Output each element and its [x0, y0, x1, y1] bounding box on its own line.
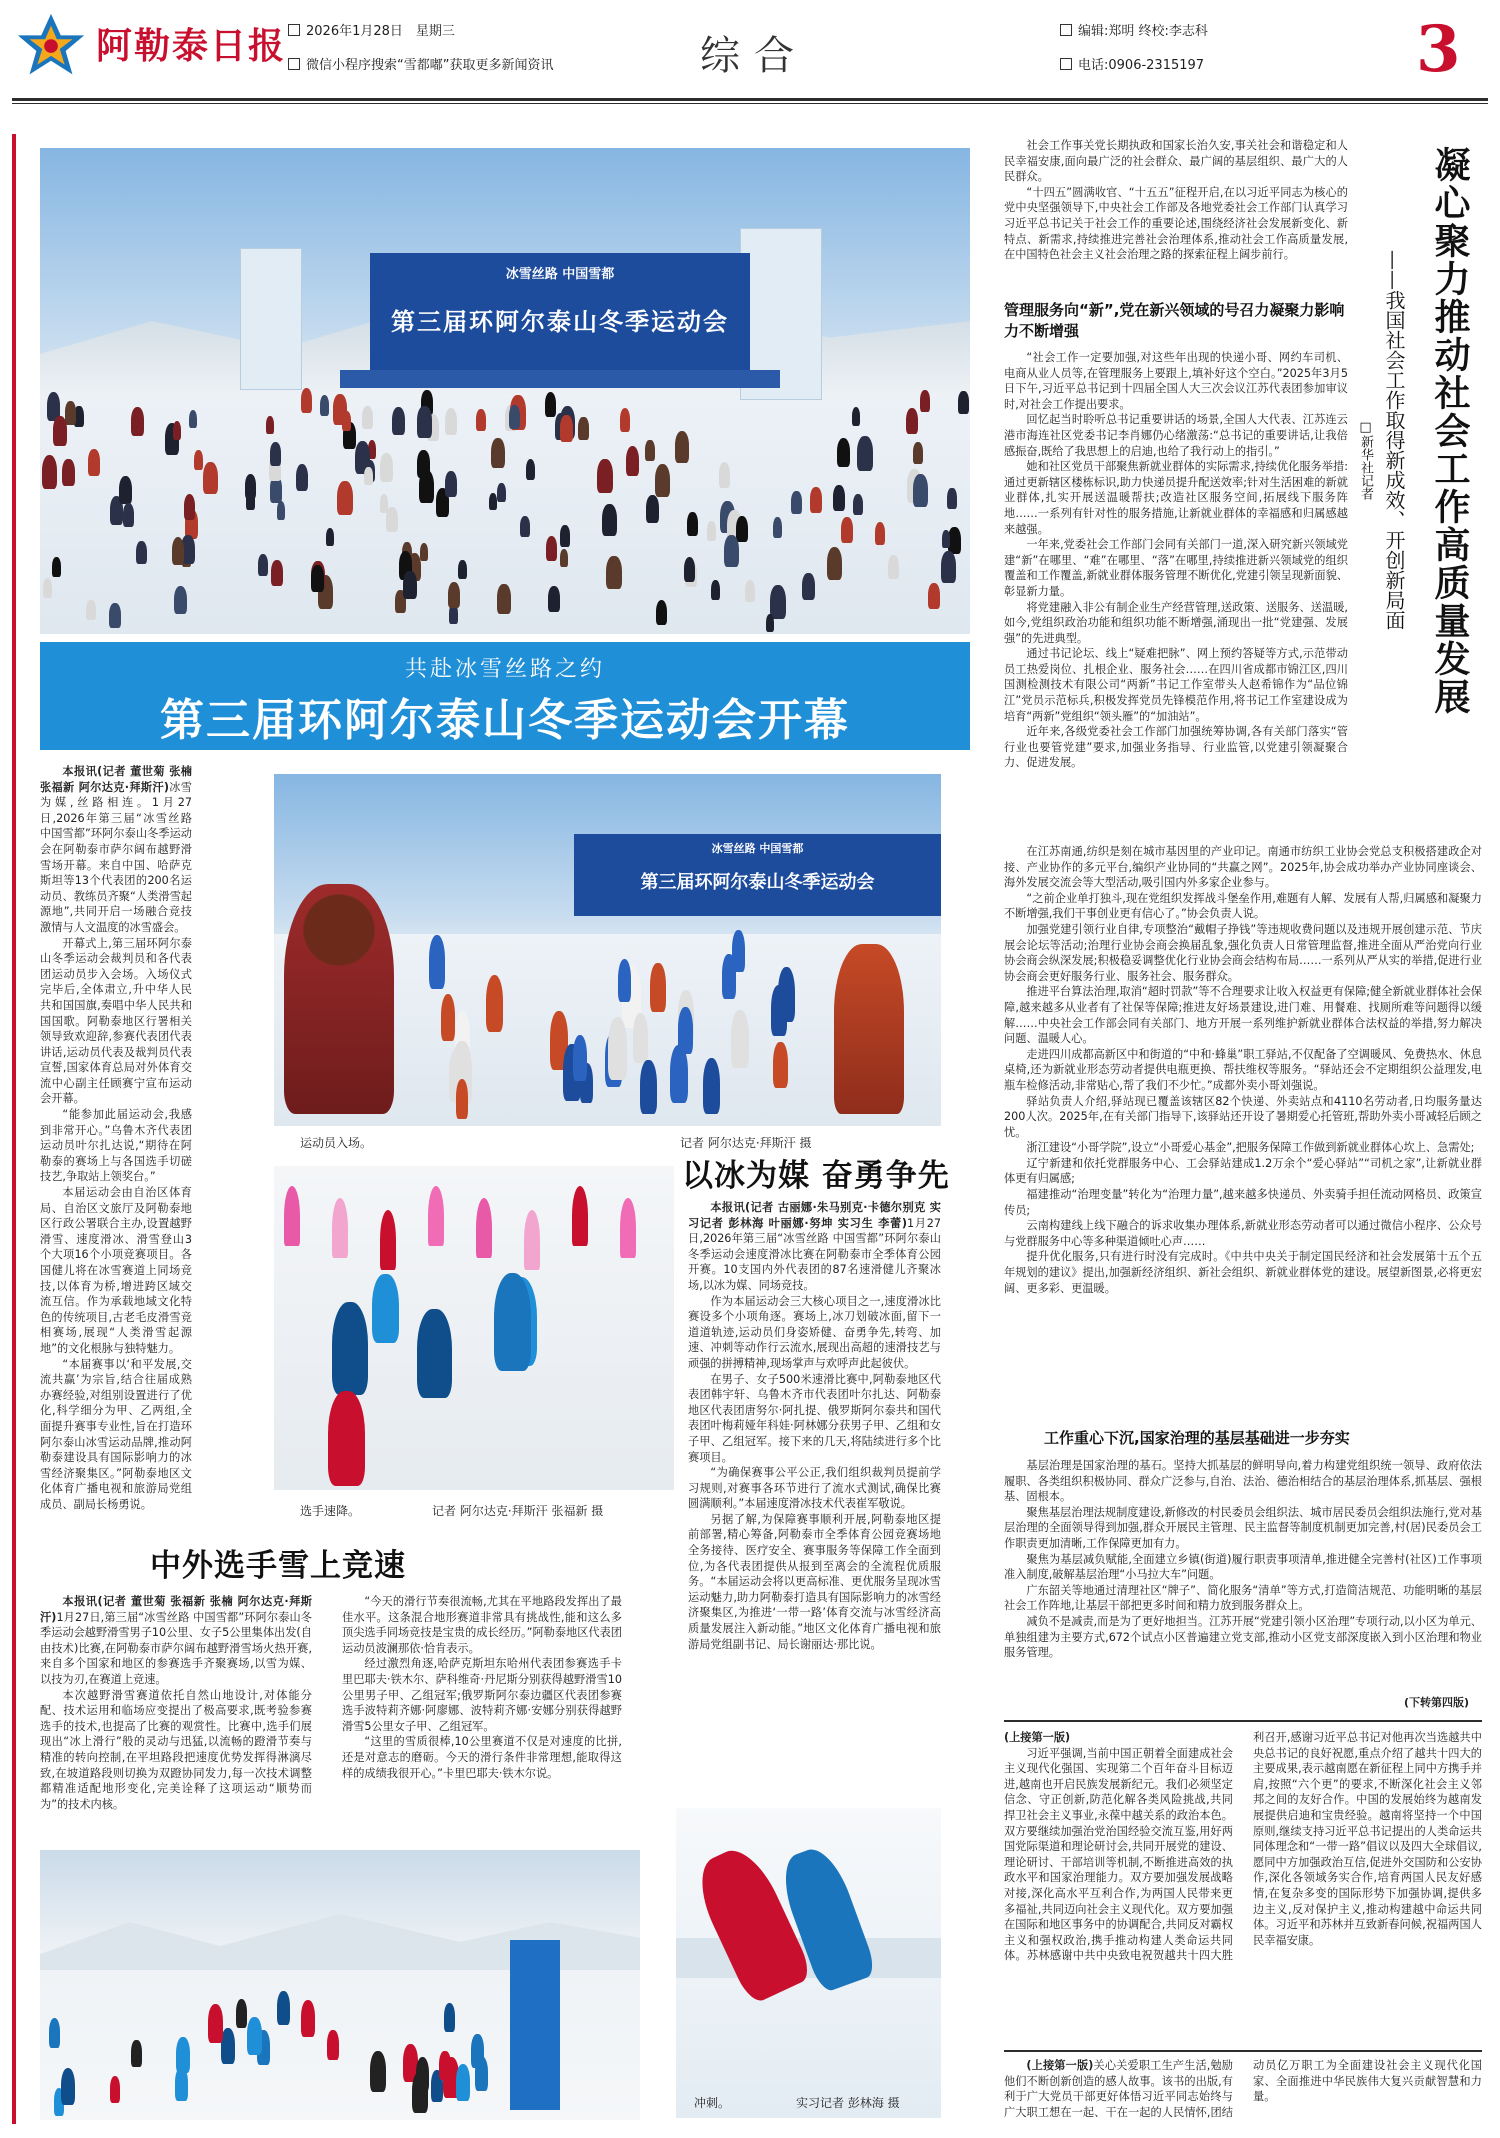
person-figure: [271, 560, 283, 586]
article-paragraph: 关心关爱职工生产生活,勉励他们不断创新创造的感人故事。该书的出版,有利于广大党员干部更好体悟习近平同志始终与广大职工想在一起、干在一起的人民情怀,团结动员亿万职工为全面建设社会主义现代化国家、全面推进中华民族伟大复兴贡献智慧和力量。: [1004, 2059, 1482, 2119]
section-name: 综合: [700, 33, 808, 79]
person-figure: [770, 585, 786, 620]
banner-subtitle: 共赴冰雪丝路之约: [404, 657, 605, 682]
feature-byline: □新华社记者: [1358, 420, 1373, 500]
person-figure: [364, 467, 372, 485]
article-paragraph: 另据了解,为保障赛事顺利开展,阿勒泰地区提前部署,精心筹备,阿勒泰市全季体育公园竞赛场地全务接待、医疗安全、赛事服务等保障工作全面到位,为各代表团提供从报到至离会的全流程优质服务。“本届运动会将以更高标准、更优服务呈现冰雪运动魅力,助力阿勒泰打造具有国际影响力的冰雪经济聚集区,为推进‘一带一路’体育交流与冰雪经济高质量发展注入新动能。”地区文化体育广播电视和旅游局党组副书记、局长谢丽达·那比说。: [688, 1512, 941, 1651]
person-figure: [520, 516, 530, 538]
person-figure: [947, 488, 956, 509]
person-figure: [172, 537, 185, 565]
person-figure: [136, 541, 147, 565]
stage-banner-text: 第三届环阿尔泰山冬季运动会: [391, 307, 729, 336]
person-figure: [247, 2017, 262, 2055]
person-figure: [597, 459, 613, 494]
article-paragraph: 辽宁新建和依托党群服务中心、工会驿站建成1.2万余个“爱心驿站”“司机之家”,让新就业群体更有归属感;: [1004, 1156, 1482, 1186]
checkbox-icon: [288, 24, 300, 36]
feature-section1-bottom: [1004, 844, 1482, 1418]
article-paragraph: 驿站负责人介绍,驿站现已覆盖该辖区82个快递、外卖站点和4110名劳动者,日均服务量达200人次。2025年,在有关部门指导下,该驿站还开设了暑期爱心托管班,帮助外卖小哥减轻后顾之忧。: [1004, 1094, 1482, 1139]
person-figure: [333, 394, 347, 424]
person-figure: [475, 2056, 488, 2091]
article-paragraph: 加强党建引领行业自律,专项整治“戴帽子挣钱”等违规收费问题以及违规开展创建示范、节庆展会论坛等活动;治理行业协会商会换届乱象,强化负责人日常管理监督,推进全面从严治党向行业协会商会纵深发展;积极稳妥调整优化行业协会商会结构布局……一系列从严从实的举措,促进行业协会商会更好服务行业、服务社会、服务群众。: [1004, 922, 1482, 983]
banner-title: 第三届环阿尔泰山冬季运动会开幕: [160, 695, 850, 746]
article-paragraph: 减负不是减责,而是为了更好地担当。江苏开展“党建引领小区治理”专项行动,以小区为单元、单独组建为主要方式,672个试点小区普遍建立党支部,推动小区党支部深度嵌入到小区治理和物业服务管理。: [1004, 1614, 1482, 1660]
article-paragraph: 福建推动“治理变量”转化为“治理力量”,越来越多快递员、外卖骑手担任流动网格员、政策宣传员;: [1004, 1188, 1482, 1217]
person-figure: [189, 410, 198, 429]
person-figure: [497, 483, 506, 502]
headline-banner: [40, 642, 970, 750]
stage-top-text: 冰雪丝路 中国雪都: [505, 267, 615, 282]
stage-banner-text: 第三届环阿尔泰山冬季运动会: [640, 872, 875, 893]
article-paragraph: 一年来,党委社会工作部门会同有关部门一道,深入研究新兴领域党建“新”在哪里、“难”在哪里、“落”在哪里,持续推进新兴领域党的组织覆盖和工作覆盖,新就业群体服务管理不断优化,党建引领呈现新面貌、彰显新力量。: [1004, 538, 1348, 598]
person-figure: [392, 407, 405, 435]
article-paragraph: 走进四川成都高新区中和街道的“中和·蜂巢”职工驿站,不仅配备了空调暖风、免费热水、休息桌椅,还为新就业形态劳动者提供电瓶更换、帮扶维权等服务。“驿站还会不定期组织公益理发,电瓶车检修活动,非常贴心,帮了我们不少忙。”成都外卖小哥刘强说。: [1004, 1047, 1482, 1092]
checkbox-icon: [288, 58, 300, 70]
person-figure: [560, 415, 572, 442]
feature-intro: [1004, 138, 1348, 290]
race-article-col1: [40, 1594, 312, 1844]
person-figure: [174, 586, 187, 615]
person-figure: [311, 565, 323, 592]
person-figure: [827, 547, 842, 581]
performer-costume: [284, 884, 394, 1114]
article-paragraph: “十四五”圆满收官、“十五五”征程开启,在以习近平同志为核心的党中央坚强领导下,中央社会工作部及各地党委社会工作部门认真学习习近平总书记关于社会工作的重要论述,围绕经济社会发展新变化、新特点、新需求,持续推进完善社会治理体系,推动社会工作高质量发展,在中国特色社会主义社会治理之路的探索征程上阔步前行。: [1004, 185, 1348, 262]
article-paragraph: 习近平强调,当前中国正朝着全面建成社会主义现代化强国、实现第二个百年奋斗目标迈进,越南也开启民族发展新纪元。我们必须坚定信念、守正创新,防范化解各类风险挑战,共同捍卫社会主义事业,永葆中越关系的政治本色。双方要继续加强治党治国经验交流互鉴,用好两国党际渠道和理论研讨会,共同开展党的建设、理论研讨、干部培训等机制,不断推进高效的执政水平和国家治理能力。双方要加强发展战略对接,深化高水平互利合作,为两国人民带来更多福祉,共同迈向社会主义现代化。双方要加强在国际和地区事务中的协调配合,共同反对霸权主义和强权政治,携手推动构建人类命运共同体。苏林感谢中共中央致电祝贺越共十四大胜利召开,感谢习近平总书记对他再次当选越共中央总书记的良好祝愿,重点介绍了越共十四大的主要成果,表示越南愿在新征程上同中方携手并肩,按照“六个更”的要求,不断深化社会主义邻邦之间的友好合作。中国的发展始终为越南发展提供启迪和宝贵经验。越南将坚持一个中国原则,继续支持习近平总书记提出的人类命运共同体理念和“一带一路”倡议以及四大全球倡议,愿同中方加强政治互信,促进外交国防和公安协作,深化各领域务实合作,培育两国人民友好感情,在复杂多变的国际形势下加强协调,提供多边主义,反对保护主义,推动构建越中命运共同体。习近平和苏林并互致新春问候,祝福两国人民幸福安康。: [1004, 1731, 1482, 1963]
person-figure: [606, 556, 621, 590]
race-article-col2: [342, 1594, 622, 1844]
person-figure: [277, 1991, 290, 2025]
person-figure: [173, 421, 182, 440]
person-figure: [277, 501, 285, 520]
person-figure: [497, 584, 510, 613]
wechat-note: 微信小程序搜索“雪都嘟”获取更多新闻资讯: [288, 54, 553, 73]
person-figure: [456, 1079, 468, 1118]
person-figure: [618, 959, 632, 1003]
person-figure: [131, 2040, 141, 2067]
person-figure: [245, 474, 256, 499]
racer-group: [40, 1990, 510, 2120]
person-figure: [386, 507, 398, 532]
article-paragraph: “本届赛事以‘和平发展,交流共赢’为宗旨,结合往届成熟办赛经验,对组别设置进行了优化,科学细分为甲、乙两组,全面提升赛事专业性,旨在打造环阿尔泰山冰雪运动品牌,推动阿勒泰建设具有国际影响力的冰雪经济聚集区。”阿勒泰地区文化体育广播电视和旅游局党组成员、副局长杨勇说。: [40, 1357, 192, 1511]
article-paragraph: 1月27日,第三届“冰雪丝路 中国雪都”环阿尔泰山冬季运动会越野滑雪男子10公里、女子5公里集体出发(自由技术)比赛,在阿勒泰市萨尔阔布越野滑雪场火热开赛,来自多个国家和地区的参赛选手齐聚赛场,以雪为媒、以技为刃,在赛道上竞速。: [40, 1610, 312, 1686]
person-figure: [928, 583, 940, 609]
person-figure: [711, 580, 720, 600]
feature-section-heading: 工作重心下沉,国家治理的基层基础进一步夯实: [1044, 1429, 1350, 1447]
person-figure: [724, 535, 739, 567]
person-figure: [548, 586, 560, 612]
person-figure: [560, 525, 570, 547]
article-paragraph: 1月27日,2026年第三届“冰雪丝路 中国雪都”环阿尔泰山冬季运动会速度滑冰比赛在阿勒泰市全季体育公园开赛。10支国内外代表团的87名速滑健儿齐聚冰场,以冰为媒、同场竞技。: [688, 1216, 941, 1292]
person-figure: [852, 407, 861, 426]
person-figure: [208, 2004, 223, 2043]
person-figure: [370, 2051, 386, 2092]
phone-number: 电话:0906-2315197: [1060, 54, 1204, 73]
person-figure: [857, 436, 873, 471]
person-figure: [546, 536, 557, 561]
person-figure: [456, 2064, 470, 2101]
person-figure: [42, 455, 58, 489]
continued-story-1: [1004, 1730, 1482, 2046]
person-figure: [86, 600, 95, 621]
person-figure: [745, 580, 755, 602]
person-figure: [419, 470, 434, 503]
stage-backdrop: [370, 253, 750, 371]
checkbox-icon: [1060, 24, 1072, 36]
article-paragraph: 社会工作事关党长期执政和国家长治久安,事关社会和谐稳定和人民幸福安康,面向最广泛的社会群众、最广阔的基层组织、最广大的人民群众。: [1004, 139, 1348, 184]
crowd: [40, 388, 970, 634]
person-figure: [176, 2037, 190, 2073]
person-figure: [920, 390, 930, 412]
feature-section-heading: 管理服务向“新”,党在新兴领域的号召力凝聚力影响力不断增强: [1004, 301, 1345, 340]
person-figure: [489, 493, 497, 511]
race-article-title: 中外选手雪上竞速: [150, 1548, 406, 1584]
ice-article: [688, 1200, 941, 1880]
article-paragraph: 经过激烈角逐,哈萨克斯坦东哈州代表团参赛选手卡里巴耶夫·铁木尔、萨科维奇·丹尼斯分别获得越野滑雪10公里男子甲、乙组冠军;俄罗斯阿尔泰边疆区代表团参赛选手波特莉齐娜·阿廖娜、波特莉齐娜·安娜分别获得越野滑雪5公里女子甲、乙组冠军。: [342, 1657, 622, 1733]
person-figure: [656, 600, 667, 625]
person-figure: [810, 487, 822, 512]
person-figure: [372, 1274, 399, 1343]
article-paragraph: 云南构建线上线下融合的诉求收集办理体系,新就业形态劳动者可以通过微信小程序、公众号与党群服务中心等多种渠道倾吐心声……: [1004, 1219, 1482, 1248]
person-figure: [773, 517, 782, 538]
photo-caption: 运动员入场。: [300, 1136, 373, 1150]
person-figure: [646, 495, 659, 523]
person-figure: [258, 554, 268, 576]
article-paragraph: 将党建融入非公有制企业生产经营管理,送政策、送服务、送温暖,如今,党组织政治功能和组织功能不断增强,涌现出一批“党建强、发展强”的先进典型。: [1004, 600, 1348, 645]
person-figure: [875, 522, 885, 545]
person-figure: [602, 504, 617, 536]
article-lead: 本报讯(记者 董世菊 张福新 张楠 阿尔达克·拜斯汗): [40, 1595, 312, 1624]
article-paragraph: 聚焦基层治理法规制度建设,新修改的村民委员会组织法、城市居民委员会组织法施行,党对基层治理的全面领导得到加强,群众开展民主管理、民主监督等制度机制更加完善,村(居)民委员会工作职责更加清晰,工作保障更加有力。: [1004, 1505, 1482, 1550]
person-figure: [296, 464, 308, 491]
person-figure: [545, 392, 557, 417]
person-figure: [958, 391, 968, 414]
person-figure: [43, 578, 52, 599]
person-figure: [123, 503, 134, 527]
person-figure: [301, 2000, 315, 2037]
page-number: 3: [1416, 12, 1461, 87]
photo-credit: 记者 阿尔达克·拜斯汗 张福新 摄: [432, 1504, 604, 1518]
person-figure: [675, 431, 689, 462]
article-paragraph: 作为本届运动会三大核心项目之一,速度滑冰比赛设多个小项角逐。赛场上,冰刀划破冰面,留下一道道轨迹,运动员们身姿矫健、奋勇争先,转弯、加速、冲刺等动作行云流水,展现出高超的速滑技艺与顽强的拼搏精神,现场掌声与欢呼声此起彼伏。: [688, 1294, 941, 1370]
photo-skiers: [274, 1166, 674, 1490]
person-figure: [703, 1058, 720, 1114]
person-figure: [707, 521, 716, 541]
article-paragraph: 冰雪为媒,丝路相连。1月27日,2026年第三届“冰雪丝路 中国雪都”环阿尔泰山冬季运动会在阿勒泰市萨尔阔布越野滑雪场开幕。来自中国、哈萨克斯坦等13个代表团的200名运动员、教练员齐聚“人类滑雪起源地”,共同开启一场融合竞技激情与人文温度的冰雪盛会。: [40, 780, 192, 934]
person-figure: [328, 1391, 365, 1486]
person-figure: [420, 543, 428, 561]
feature-subtitle: ——我国社会工作取得新成效、开创新局面: [1382, 250, 1406, 630]
person-figure: [236, 1999, 247, 2028]
article-paragraph: “今天的滑行节奏很流畅,尤其在平地路段发挥出了最佳水平。这条混合地形赛道非常具有挑战性,能和这么多顶尖选手同场竞技是宝贵的成长经历。”阿勒泰地区代表团运动员波澜那依·恰肯表示。: [342, 1595, 622, 1655]
person-figure: [841, 517, 853, 543]
person-figure: [380, 494, 388, 513]
feature-title: 凝心聚力推动社会工作高质量发展: [1429, 146, 1470, 716]
person-figure: [736, 516, 748, 542]
person-figure: [194, 450, 203, 470]
person-figure: [560, 549, 568, 567]
masthead-rule: [12, 98, 1488, 101]
article-paragraph: 开幕式上,第三届环阿尔泰山冬季运动会裁判员和各代表团运动员步入会场。入场仪式完毕后,全体肃立,升中华人民共和国国旗,奏唱中华人民共和国国歌。阿勒泰地区行署相关领导致欢迎辞,参赛代表团代表讲话,运动员代表及裁判员代表宣誓,国家体育总局对外体育交流中心副主任顾赛宁宣布运动会开幕。: [40, 936, 192, 1106]
person-figure: [640, 1060, 657, 1114]
person-figure: [445, 471, 457, 497]
article-lead: 本报讯(记者 古丽娜·朱马别克·卡德尔别克 实习记者 彭林海 叶丽娜·努坤 实习生 李蕾): [688, 1201, 941, 1230]
article-paragraph: “能参加此届运动会,我感到非常开心。”乌鲁木齐代表团运动员叶尔扎达说,“期待在阿勒泰的赛场上与各国选手切磋技艺,争取站上领奖台。”: [40, 1108, 192, 1184]
person-figure: [62, 459, 74, 486]
article-paragraph: 在江苏南通,纺织是刻在城市基因里的产业印记。南通市纺织工业协会党总支积极搭建政企对接、产业协作的多元平台,编织产业协同的“共赢之网”。2025年,协会成功举办产业协同座谈会、海外发展交流会等大型活动,吸引国内外多家企业参与。: [1004, 845, 1482, 890]
article-paragraph: “为确保赛事公平公正,我们组织裁判员提前学习规则,对赛事各环节进行了流水式测试,确保比赛圆满顺利。”本届速度滑冰技术代表崔军敬说。: [688, 1466, 941, 1511]
masthead: [0, 0, 1500, 96]
person-figure: [906, 408, 918, 435]
person-figure: [802, 573, 814, 600]
person-figure: [327, 2030, 339, 2060]
article-paragraph: 通过书记论坛、线上“疑难把脉”、网上预约答疑等方式,示范带动员工热爱岗位、扎根企业、服务社会……在四川省成都市锦江区,四川国测检测技术有限公司“两新”书记工作室带头人赵希锦作为“品位锦江”党员示范标兵,积极发挥党员先锋模范作用,将书记工作室建设成为培育“两新”党组织“领头雁”的“加油站”。: [1004, 647, 1348, 723]
person-figure: [445, 408, 458, 436]
person-figure: [491, 438, 505, 468]
person-figure: [620, 408, 631, 432]
feature-section2: [1004, 1458, 1482, 1694]
ice-article-title: 以冰为媒 奋勇争先: [682, 1158, 950, 1194]
paper-name: 阿勒泰日报: [96, 25, 287, 67]
person-figure: [119, 476, 132, 505]
article-paragraph: 本届运动会由自治区体育局、自治区文旅厅及阿勒泰地区行政公署联合主办,设置越野滑雪、速度滑冰、滑雪登山3个大项16个小项竞赛项目。各国健儿将在冰雪赛道上同场竞技,以体育为桥,增进跨区域交流互信。作为承载地域文化特色的传统项目,古老毛皮滑雪竞相赛场,展现“人类滑雪起源地”的文化根脉与独特魅力。: [40, 1186, 192, 1355]
divider: [1004, 1720, 1482, 1722]
person-figure: [833, 485, 845, 511]
article-paragraph: 提升优化服务,只有进行时没有完成时。《中共中央关于制定国民经济和社会发展第十五个五年规划的建议》提出,加强新经济组织、新社会组织、新就业群体党的建设。展望新图景,必将更宏阔、更多彩、更温暖。: [1004, 1250, 1482, 1295]
divider: [1004, 2050, 1482, 2052]
person-figure: [476, 409, 486, 431]
person-figure: [837, 438, 850, 467]
article-paragraph: “社会工作一定要加强,对这些年出现的快递小哥、网约车司机、电商从业人员等,在管理服务上要跟上,填补好这个空白。”2025年3月5日下午,习近平总书记到十四届全国人大三次会议江苏代表团参加审议时,对社会工作提出要求。: [1004, 351, 1348, 411]
person-figure: [417, 406, 431, 438]
masthead-rule-thin: [12, 103, 1488, 104]
person-figure: [766, 614, 774, 632]
person-figure: [913, 442, 923, 464]
person-figure: [773, 1042, 787, 1088]
performer-costume: [834, 944, 904, 1114]
person-figure: [573, 1035, 587, 1081]
article-paragraph: 聚焦为基层减负赋能,全面建立乡镇(街道)履行职责事项清单,推进健全完善村(社区)工作事项准入制度,破解基层治理“小马拉大车”问题。: [1004, 1552, 1482, 1582]
person-figure: [526, 459, 536, 480]
person-figure: [109, 603, 121, 628]
opening-article: [40, 764, 192, 1511]
continued-label: (上接第一版): [1026, 2059, 1094, 2072]
continued-label: (上接第一版): [1004, 1731, 1071, 1744]
person-figure: [942, 530, 950, 548]
article-paragraph: 近年来,各级党委社会工作部门加强统筹协调,各有关部门落实“管行业也要管党建”要求,加强业务指导、行业监管,以党建引领凝聚合力、促进发展。: [1004, 725, 1348, 770]
start-gate: [510, 1940, 560, 2110]
person-figure: [732, 930, 745, 971]
person-figure: [441, 994, 456, 1041]
photo-opening-ceremony: [40, 148, 970, 634]
person-figure: [429, 935, 446, 988]
person-figure: [221, 2028, 235, 2064]
person-figure: [578, 417, 588, 439]
person-figure: [633, 1013, 649, 1063]
article-paragraph: 回忆起当时聆听总书记重要讲话的场景,全国人大代表、江苏连云港市海连社区党委书记李肖娜仍心绪激荡:“总书记的重要讲话,让我倍感振奋,既给了我思想上的启迪,也给了我行动上的指引。”: [1004, 413, 1348, 458]
person-figure: [913, 474, 928, 506]
article-paragraph: “这里的雪质很棒,10公里赛道不仅是对速度的比拼,还是对意志的磨砺。今天的滑行条件非常理想,能取得这样的成绩我很开心。”卡里巴耶夫·铁木尔说。: [342, 1735, 622, 1780]
person-figure: [655, 464, 670, 497]
article-paragraph: 她和社区党员干部聚焦新就业群体的实际需求,持续优化服务举措:通过更新辖区楼栋标识,助力快递员提升配送效率;针对生活困难的新就业群体,扎实开展送温暖帮扶;改造社区服务空间,拓展线下服务阵地……一系列有针对性的服务措施,让新就业群体的幸福感和归属感越来越强。: [1004, 460, 1348, 536]
person-figure: [684, 557, 695, 582]
person-figure: [948, 527, 960, 554]
person-figure: [362, 406, 373, 430]
article-paragraph: 广东韶关等地通过清理社区“牌子”、简化服务“清单”等方式,打造简洁规范、功能明晰的基层社会工作阵地,让基层干部把更多时间和精力放到服务群众上。: [1004, 1583, 1482, 1613]
stage-top-text: 冰雪丝路 中国雪都: [711, 842, 804, 855]
person-figure: [458, 560, 467, 579]
person-figure: [110, 2076, 120, 2103]
person-figure: [791, 491, 801, 514]
ice-tower-left: [240, 248, 302, 390]
person-figure: [645, 440, 654, 461]
continued-story-2: [1004, 2058, 1482, 2124]
person-figure: [650, 963, 666, 1013]
article-paragraph: 基层治理是国家治理的基石。坚持大抓基层的鲜明导向,着力构建党组织统一领导、政府依法履职、各类组织积极协同、群众广泛参与,自治、法治、德治相结合的基层治理体系,抓基层、强根基、固根本。: [1004, 1459, 1482, 1504]
person-figure: [332, 1302, 368, 1396]
person-figure: [626, 446, 640, 476]
person-figure: [509, 405, 520, 428]
person-figure: [131, 407, 144, 436]
person-figure: [853, 494, 863, 516]
person-figure: [486, 975, 504, 1032]
article-lead: 本报讯(记者 董世菊 张楠 张福新 阿尔达克·拜斯汗): [40, 765, 192, 794]
person-figure: [301, 388, 312, 413]
issue-date: 2026年1月28日 星期三: [288, 20, 455, 39]
photo-caption: 冲刺。: [694, 2096, 731, 2110]
newspaper-logo-icon: [12, 10, 90, 88]
left-accent-bar: [12, 134, 16, 2124]
person-figure: [52, 557, 61, 577]
editor-credit: 编辑:郑明 终校:李志科: [1060, 20, 1208, 39]
person-figure: [444, 2003, 455, 2032]
athlete-group: [414, 924, 834, 1124]
person-figure: [326, 528, 334, 546]
article-paragraph: “之前企业单打独斗,现在党组织发挥战斗堡垒作用,难题有人解、发展有人帮,归属感和凝聚力不断增强,我们干事创业更有信心了。”协会负责人说。: [1004, 891, 1482, 921]
person-figure: [270, 442, 281, 466]
article-paragraph: 浙江建设“小哥学院”,设立“小哥爱心基金”,把服务保障工作做到新就业群体心坎上、急需处;: [1026, 1141, 1475, 1155]
person-figure: [771, 985, 787, 1036]
person-figure: [184, 494, 196, 520]
person-figure: [412, 2072, 428, 2113]
person-figure: [888, 555, 899, 579]
person-figure: [320, 395, 329, 416]
person-figure: [687, 512, 698, 536]
person-figure: [88, 449, 100, 475]
person-figure: [337, 481, 353, 515]
article-paragraph: 推进平台算法治理,取消“超时罚款”等不合理要求让收入权益更有保障;健全新就业群体社会保障,越来越多从业者有了社保等保障;推进友好场景建设,进门难、用餐难、找厕所难等问题得以缓解……中央社会工作部会同有关部门、地方开展一系列维护新就业群体合法权益的举措,努力解决问题、温暖人心。: [1004, 985, 1482, 1046]
person-figure: [941, 551, 956, 583]
person-figure: [53, 416, 67, 446]
person-figure: [65, 401, 76, 424]
photo-athletes-entry: [274, 774, 941, 1126]
person-figure: [203, 462, 218, 494]
person-figure: [731, 1010, 749, 1068]
stage-front-banner: [340, 370, 780, 388]
photo-cross-country-race: [40, 1850, 640, 2120]
checkbox-icon: [1060, 58, 1072, 70]
feature-section1-top: [1004, 350, 1348, 837]
person-figure: [678, 1007, 693, 1055]
stage-backdrop: [574, 834, 941, 916]
article-paragraph: 本次越野滑雪赛道依托自然山地设计,对体能分配、技术运用和临场应变提出了极高要求,既考验参赛选手的技术,也提高了比赛的观赏性。比赛中,选手们展现出“冰上滑行”般的灵动与迅猛,以流畅的蹬滑节奏与精准的转向控制,在平坦路段把速度优势发挥得淋漓尽致,在坡道路段则切换为双蹬协同发力,每一次技术调整都精准适配地形变化,完美诠释了这项运动“顺势而为”的技术内核。: [40, 1688, 312, 1811]
person-figure: [608, 1017, 628, 1080]
person-figure: [417, 1309, 451, 1398]
person-figure: [494, 1273, 532, 1371]
person-figure: [49, 2018, 61, 2048]
photo-caption: 选手速降。: [300, 1504, 361, 1518]
person-figure: [403, 571, 416, 600]
skier-group: [274, 1226, 674, 1486]
person-figure: [439, 2051, 450, 2080]
person-figure: [448, 582, 460, 608]
person-figure: [719, 462, 731, 488]
person-figure: [266, 416, 274, 434]
photo-credit: 记者 阿尔达克·拜斯汗 摄: [680, 1136, 812, 1150]
article-paragraph: 在男子、女子500米速滑比赛中,阿勒泰地区代表团韩宇轩、乌鲁木齐市代表团叶尔扎达、阿勒泰地区代表团唐努尔·阿扎提、俄罗斯阿尔泰共和国代表团叶梅莉娅年科娃·阿林娜分获男子甲、乙组和女子甲、乙组冠军。接下来的几天,将陆续进行多个比赛项目。: [688, 1372, 941, 1464]
photo-credit: 实习记者 彭林海 摄: [796, 2096, 900, 2110]
person-figure: [380, 453, 393, 482]
continue-note: (下转第四版): [1404, 1696, 1470, 1709]
person-figure: [61, 2068, 76, 2106]
photo-speed-skating: [676, 1808, 941, 2118]
